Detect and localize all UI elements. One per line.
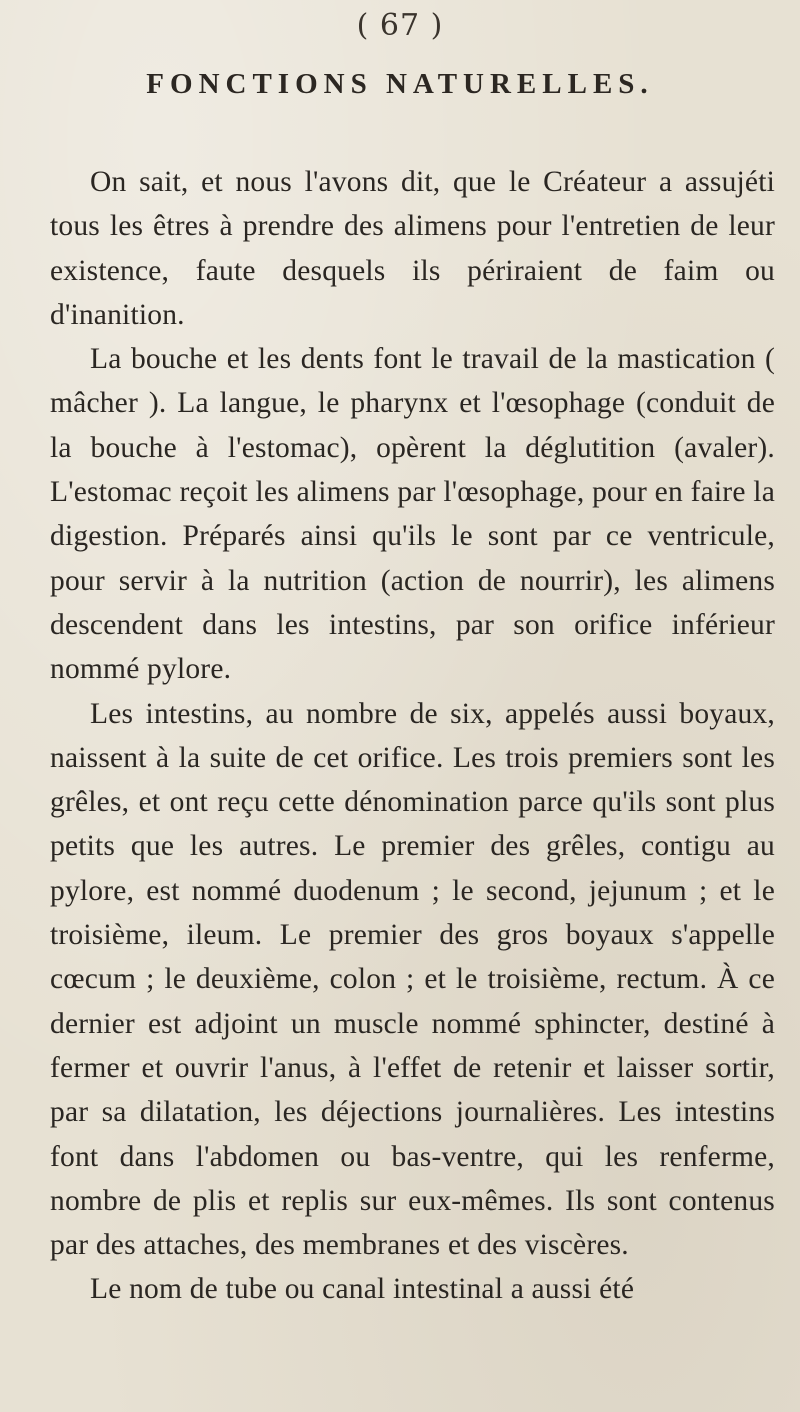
- section-title: FONCTIONS NATURELLES.: [146, 68, 654, 100]
- paragraph-1: On sait, et nous l'avons dit, que le Créateur a assujéti tous les êtres à prendre des alimens pour l'entretien de leur existence, faute desquels ils périraient de faim ou d'inanition.: [50, 166, 775, 331]
- body-text: [50, 160, 775, 1312]
- paragraph-3: Les intestins, au nombre de six, appelés aussi boyaux, naissent à la suite de cet orifice. Les trois premiers sont les grêles, et ont reçu cette dénomination parce qu'ils sont plus petits que les autres. Le premier des grêles, contigu au pylore, est nommé duodenum ; le second, jejunum ; et le troisième, ileum. Le premier des gros boyaux s'appelle cœcum ; le deuxième, colon ; et le troisième, rectum. À ce dernier est adjoint un muscle nommé sphincter, destiné à fermer et ouvrir l'anus, à l'effet de retenir et laisser sortir, par sa dilatation, les déjections journalières. Les intestins font dans l'abdomen ou bas-ventre, qui les renferme, nombre de plis et replis sur eux-mêmes. Ils sont contenus par des attaches, des membranes et des viscères.: [50, 697, 775, 1262]
- page-number: ( 67 ): [356, 8, 444, 43]
- paragraph-2: La bouche et les dents font le travail de la mastication ( mâcher ). La langue, le pharynx et l'œsophage (conduit de la bouche à l'estomac), opèrent la déglutition (avaler). L'estomac reçoit les alimens par l'œsophage, pour en faire la digestion. Préparés ainsi qu'ils le sont par ce ventricule, pour servir à la nutrition (action de nourrir), les alimens descendent dans les intestins, par son orifice inférieur nommé pylore.: [50, 343, 775, 686]
- paragraph-4: Le nom de tube ou canal intestinal a aussi été: [90, 1273, 635, 1306]
